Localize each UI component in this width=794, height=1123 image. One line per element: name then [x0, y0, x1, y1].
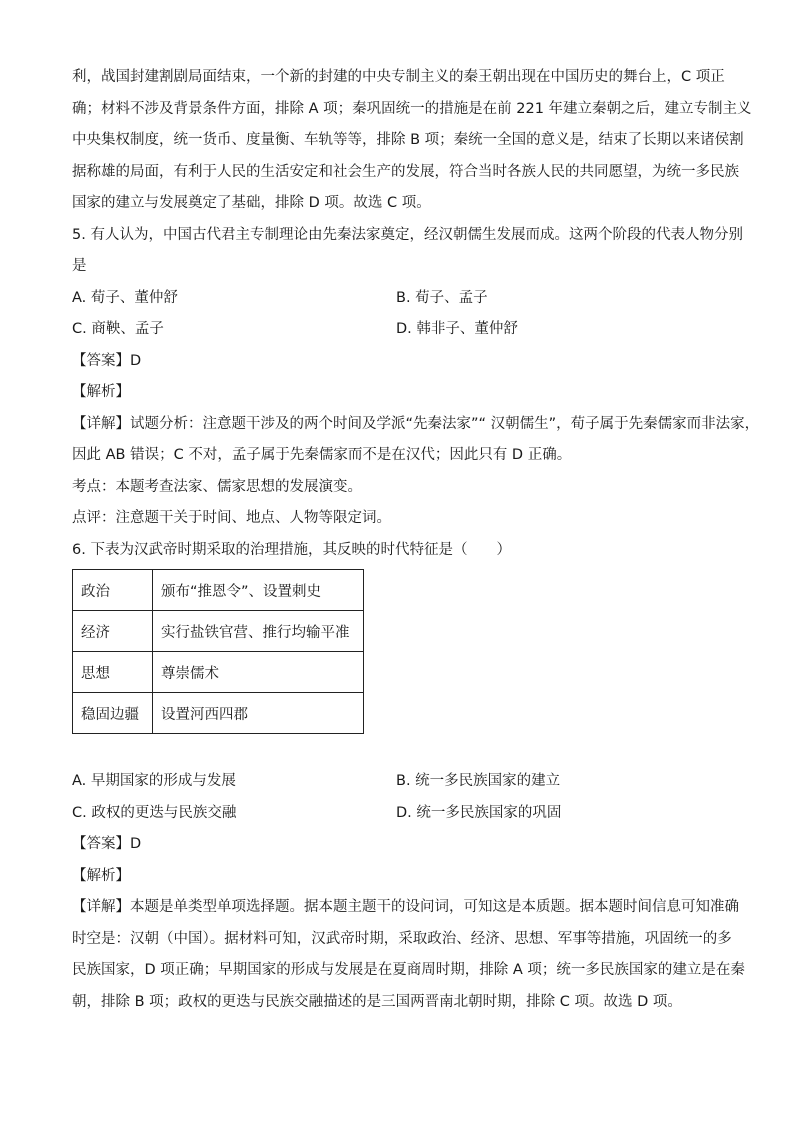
- table-cell-measure: 颁布“推恩令”、设置刺史: [153, 570, 364, 611]
- q6-option-d: D. 统一多民族国家的巩固: [396, 804, 562, 821]
- q5-answer: 【答案】D: [72, 352, 142, 369]
- table-cell-category: 稳固边疆: [73, 693, 153, 734]
- q5-option-c: C. 商鞅、孟子: [72, 321, 164, 337]
- table-cell-measure: 尊崇儒术: [153, 652, 364, 693]
- prev-explanation-line: 利，战国封建割剧局面结束，一个新的封建的中央专制主义的秦王朝出现在中国历史的舞台上，C 项正: [72, 69, 725, 85]
- q6-detail: 民族国家，D 项正确；早期国家的形成与发展是在夏商周时期，排除 A 项；统一多民族国家的建立是在秦: [72, 962, 745, 978]
- q6-option-a: A. 早期国家的形成与发展: [72, 773, 236, 789]
- q6-options-row: [72, 798, 732, 830]
- table-cell-category: 思想: [73, 652, 153, 693]
- q5-option-a: A. 荀子、董仲舒: [72, 289, 178, 306]
- q5-detail: 因此 AB 错误；C 不对，孟子属于先秦儒家而不是在汉代；因此只有 D 正确。: [72, 447, 572, 463]
- prev-explanation-line: 据称雄的局面，有利于人民的生活安定和社会生产的发展，符合当时各族人民的共同愿望，为统一多民族: [72, 163, 739, 180]
- q6-option-b: B. 统一多民族国家的建立: [396, 773, 561, 789]
- table-cell-category: 政治: [73, 570, 153, 611]
- q6-answer: 【答案】D: [72, 836, 142, 852]
- prev-explanation-line: 中央集权制度，统一货币、度量衡、车轨等等，排除 B 项；秦统一全国的意义是，结束了长期以来诸侯割: [72, 132, 744, 148]
- q6-detail: 【详解】本题是单类型单项选择题。据本题主题干的设问词，可知这是本质题。据本题时间信息可知准确: [72, 899, 739, 915]
- q6-stem: 6. 下表为汉武帝时期采取的治理措施，其反映的时代特征是（ ）: [72, 541, 511, 558]
- q5-stem: 5. 有人认为，中国古代君主专制理论由先秦法家奠定，经汉朝儒生发展而成。这两个阶段的代表人物分别: [72, 226, 743, 243]
- table-row: [73, 570, 364, 611]
- page-content: [72, 62, 760, 1018]
- table-cell-measure: 设置河西四郡: [153, 693, 364, 734]
- q5-option-d: D. 韩非子、董仲舒: [396, 321, 518, 337]
- table-cell-measure: 实行盐铁官营、推行均输平准: [153, 611, 364, 652]
- q5-analysis-label: 【解析】: [72, 384, 130, 400]
- q5-kaodian: 考点：本题考查法家、儒家思想的发展演变。: [72, 478, 362, 495]
- prev-explanation-line: 确；材料不涉及背景条件方面，排除 A 项；秦巩固统一的措施是在前 221 年建立秦朝之后，建立专制主义: [72, 100, 752, 117]
- table-row: [73, 652, 364, 693]
- q6-detail: 时空是：汉朝（中国）。据材料可知，汉武帝时期，采取政治、经济、思想、军事等措施，巩固统一的多: [72, 930, 732, 947]
- table-cell-category: 经济: [73, 611, 153, 652]
- q5-options-row: [72, 283, 732, 315]
- q5-detail: 【详解】试题分析：注意题干涉及的两个时间及学派“先秦法家”“ 汉朝儒生”，荀子属于先秦儒家而非法家，: [72, 415, 760, 432]
- q6-measures-table: [72, 569, 364, 734]
- table-row: [73, 693, 364, 734]
- prev-explanation-line: 国家的建立与发展奠定了基础，排除 D 项。故选 C 项。: [72, 195, 431, 211]
- q6-detail: 朝，排除 B 项；政权的更迭与民族交融描述的是三国两晋南北朝时期，排除 C 项。故选 D 项。: [72, 993, 682, 1010]
- q5-options-row: [72, 314, 732, 346]
- table-row: [73, 611, 364, 652]
- q6-option-c: C. 政权的更迭与民族交融: [72, 804, 237, 821]
- q5-option-b: B. 荀子、孟子: [396, 289, 488, 306]
- q5-dianping: 点评：注意题干关于时间、地点、人物等限定词。: [72, 510, 391, 526]
- q5-stem: 是: [72, 258, 87, 274]
- q6-options-row: [72, 766, 732, 798]
- q6-analysis-label: 【解析】: [72, 867, 130, 884]
